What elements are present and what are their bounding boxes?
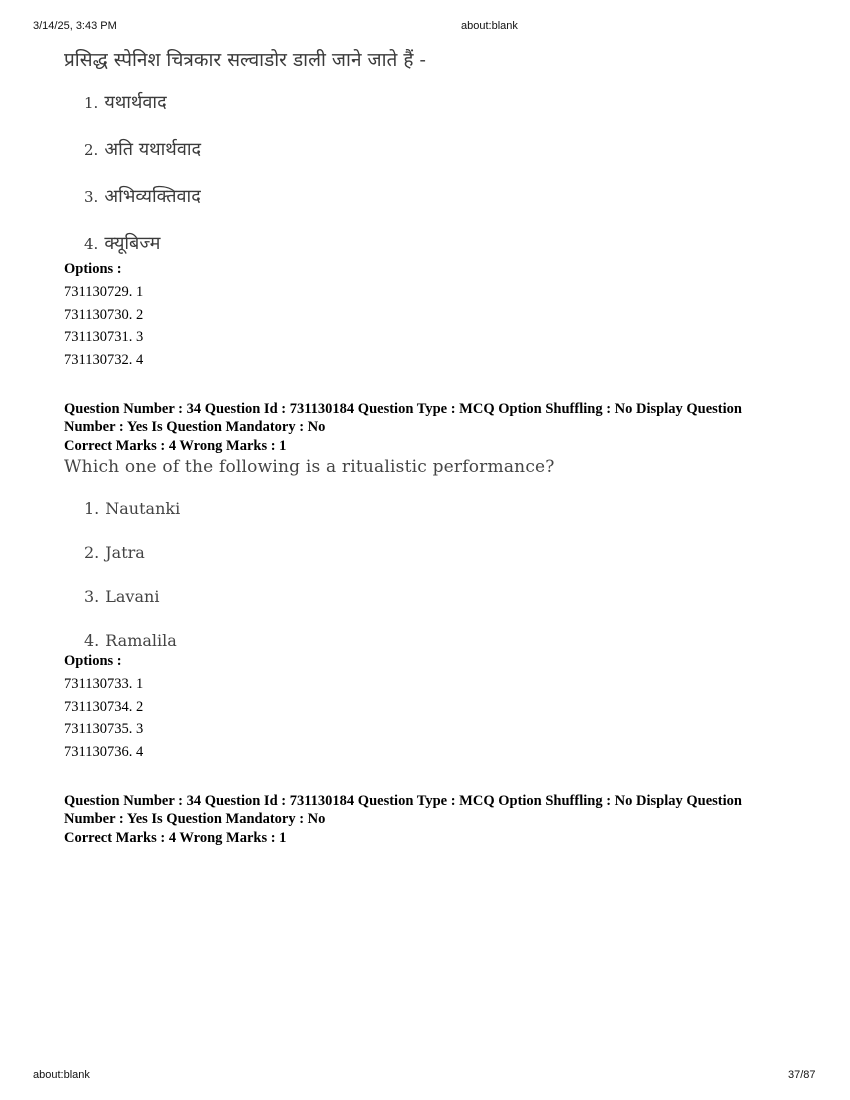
- question-1-choice: [84, 90, 167, 114]
- page-number: 37/87: [788, 1069, 816, 1081]
- choice-text: Nautanki: [105, 499, 181, 518]
- print-url: about:blank: [461, 20, 518, 32]
- option-id-line: 731130734. 2: [64, 699, 144, 715]
- choice-text: यथार्थवाद: [104, 92, 167, 113]
- option-id-line: 731130731. 3: [64, 329, 144, 345]
- question-1-choice: [84, 137, 201, 161]
- options-label: Options :: [64, 261, 122, 277]
- footer-url: about:blank: [33, 1069, 90, 1081]
- option-id-line: 731130736. 4: [64, 744, 144, 760]
- choice-number: 2.: [84, 543, 100, 562]
- option-id-line: 731130733. 1: [64, 676, 144, 692]
- option-id-line: 731130735. 3: [64, 721, 144, 737]
- question-1-choice: [84, 231, 160, 255]
- question-2-text: Which one of the following is a ritualistic performance?: [64, 457, 555, 477]
- question-meta-line: Number : Yes Is Question Mandatory : No: [64, 811, 326, 827]
- choice-number: 4.: [84, 235, 99, 253]
- question-1-choice: [84, 184, 201, 208]
- question-meta: [64, 400, 804, 436]
- choice-text: अति यथार्थवाद: [104, 139, 202, 160]
- choice-text: अभिव्यक्तिवाद: [104, 186, 201, 207]
- choice-text: Lavani: [105, 587, 160, 606]
- question-meta-line: Question Number : 34 Question Id : 731130184 Question Type : MCQ Option Shuffling : No Display Question: [64, 793, 742, 809]
- question-2-choice: [84, 499, 180, 518]
- choice-number: 2.: [84, 141, 99, 159]
- question-marks: Correct Marks : 4 Wrong Marks : 1: [64, 438, 287, 454]
- choice-number: 4.: [84, 631, 100, 650]
- choice-number: 1.: [84, 499, 100, 518]
- choice-number: 1.: [84, 94, 99, 112]
- question-2-choice: [84, 587, 159, 606]
- question-2-choice: [84, 543, 145, 562]
- print-datetime: 3/14/25, 3:43 PM: [33, 20, 117, 32]
- choice-number: 3.: [84, 188, 99, 206]
- question-meta: [64, 792, 804, 828]
- question-2-choice: [84, 631, 177, 650]
- option-id-line: 731130730. 2: [64, 307, 144, 323]
- option-id-line: 731130729. 1: [64, 284, 144, 300]
- option-id-line: 731130732. 4: [64, 352, 144, 368]
- choice-text: Ramalila: [105, 631, 177, 650]
- choice-text: क्यूबिज्म: [104, 233, 161, 254]
- options-label: Options :: [64, 653, 122, 669]
- question-marks: Correct Marks : 4 Wrong Marks : 1: [64, 830, 287, 846]
- question-meta-line: Question Number : 34 Question Id : 731130184 Question Type : MCQ Option Shuffling : No Display Question: [64, 401, 742, 417]
- choice-text: Jatra: [105, 543, 145, 562]
- question-meta-line: Number : Yes Is Question Mandatory : No: [64, 419, 326, 435]
- question-1-text: प्रसिद्ध स्पेनिश चित्रकार सल्वाडोर डाली जाने जाते हैं -: [64, 49, 426, 71]
- choice-number: 3.: [84, 587, 100, 606]
